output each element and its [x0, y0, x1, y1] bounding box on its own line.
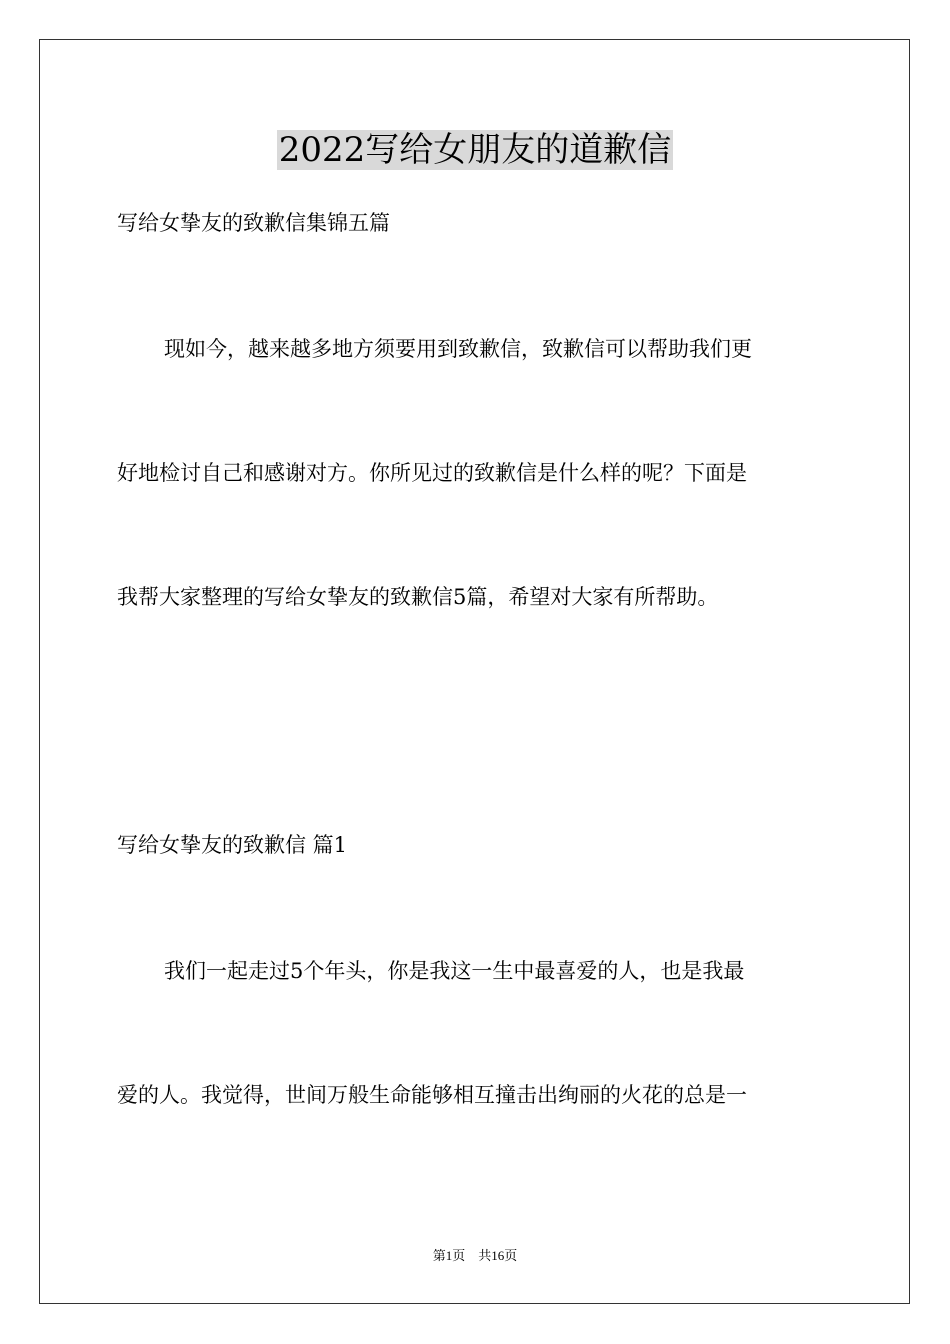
document-title [0, 128, 950, 172]
document-subtitle: 写给女挚友的致歉信集锦五篇 [117, 211, 390, 235]
paragraph-line: 我帮大家整理的写给女挚友的致歉信5篇，希望对大家有所帮助。 [117, 585, 719, 609]
paragraph-line: 我们一起走过5个年头，你是我这一生中最喜爱的人，也是我最 [164, 959, 745, 983]
paragraph-line: 爱的人。我觉得，世间万般生命能够相互撞击出绚丽的火花的总是一 [117, 1083, 747, 1107]
document-title-text: 2022写给女朋友的道歉信 [278, 130, 672, 170]
section-heading: 写给女挚友的致歉信 篇1 [117, 833, 348, 857]
page-footer: 第1页 共16页 [432, 1248, 518, 1263]
paragraph-line: 好地检讨自己和感谢对方。你所见过的致歉信是什么样的呢？下面是 [117, 461, 747, 485]
paragraph-line: 现如今，越来越多地方须要用到致歉信，致歉信可以帮助我们更 [164, 337, 752, 361]
